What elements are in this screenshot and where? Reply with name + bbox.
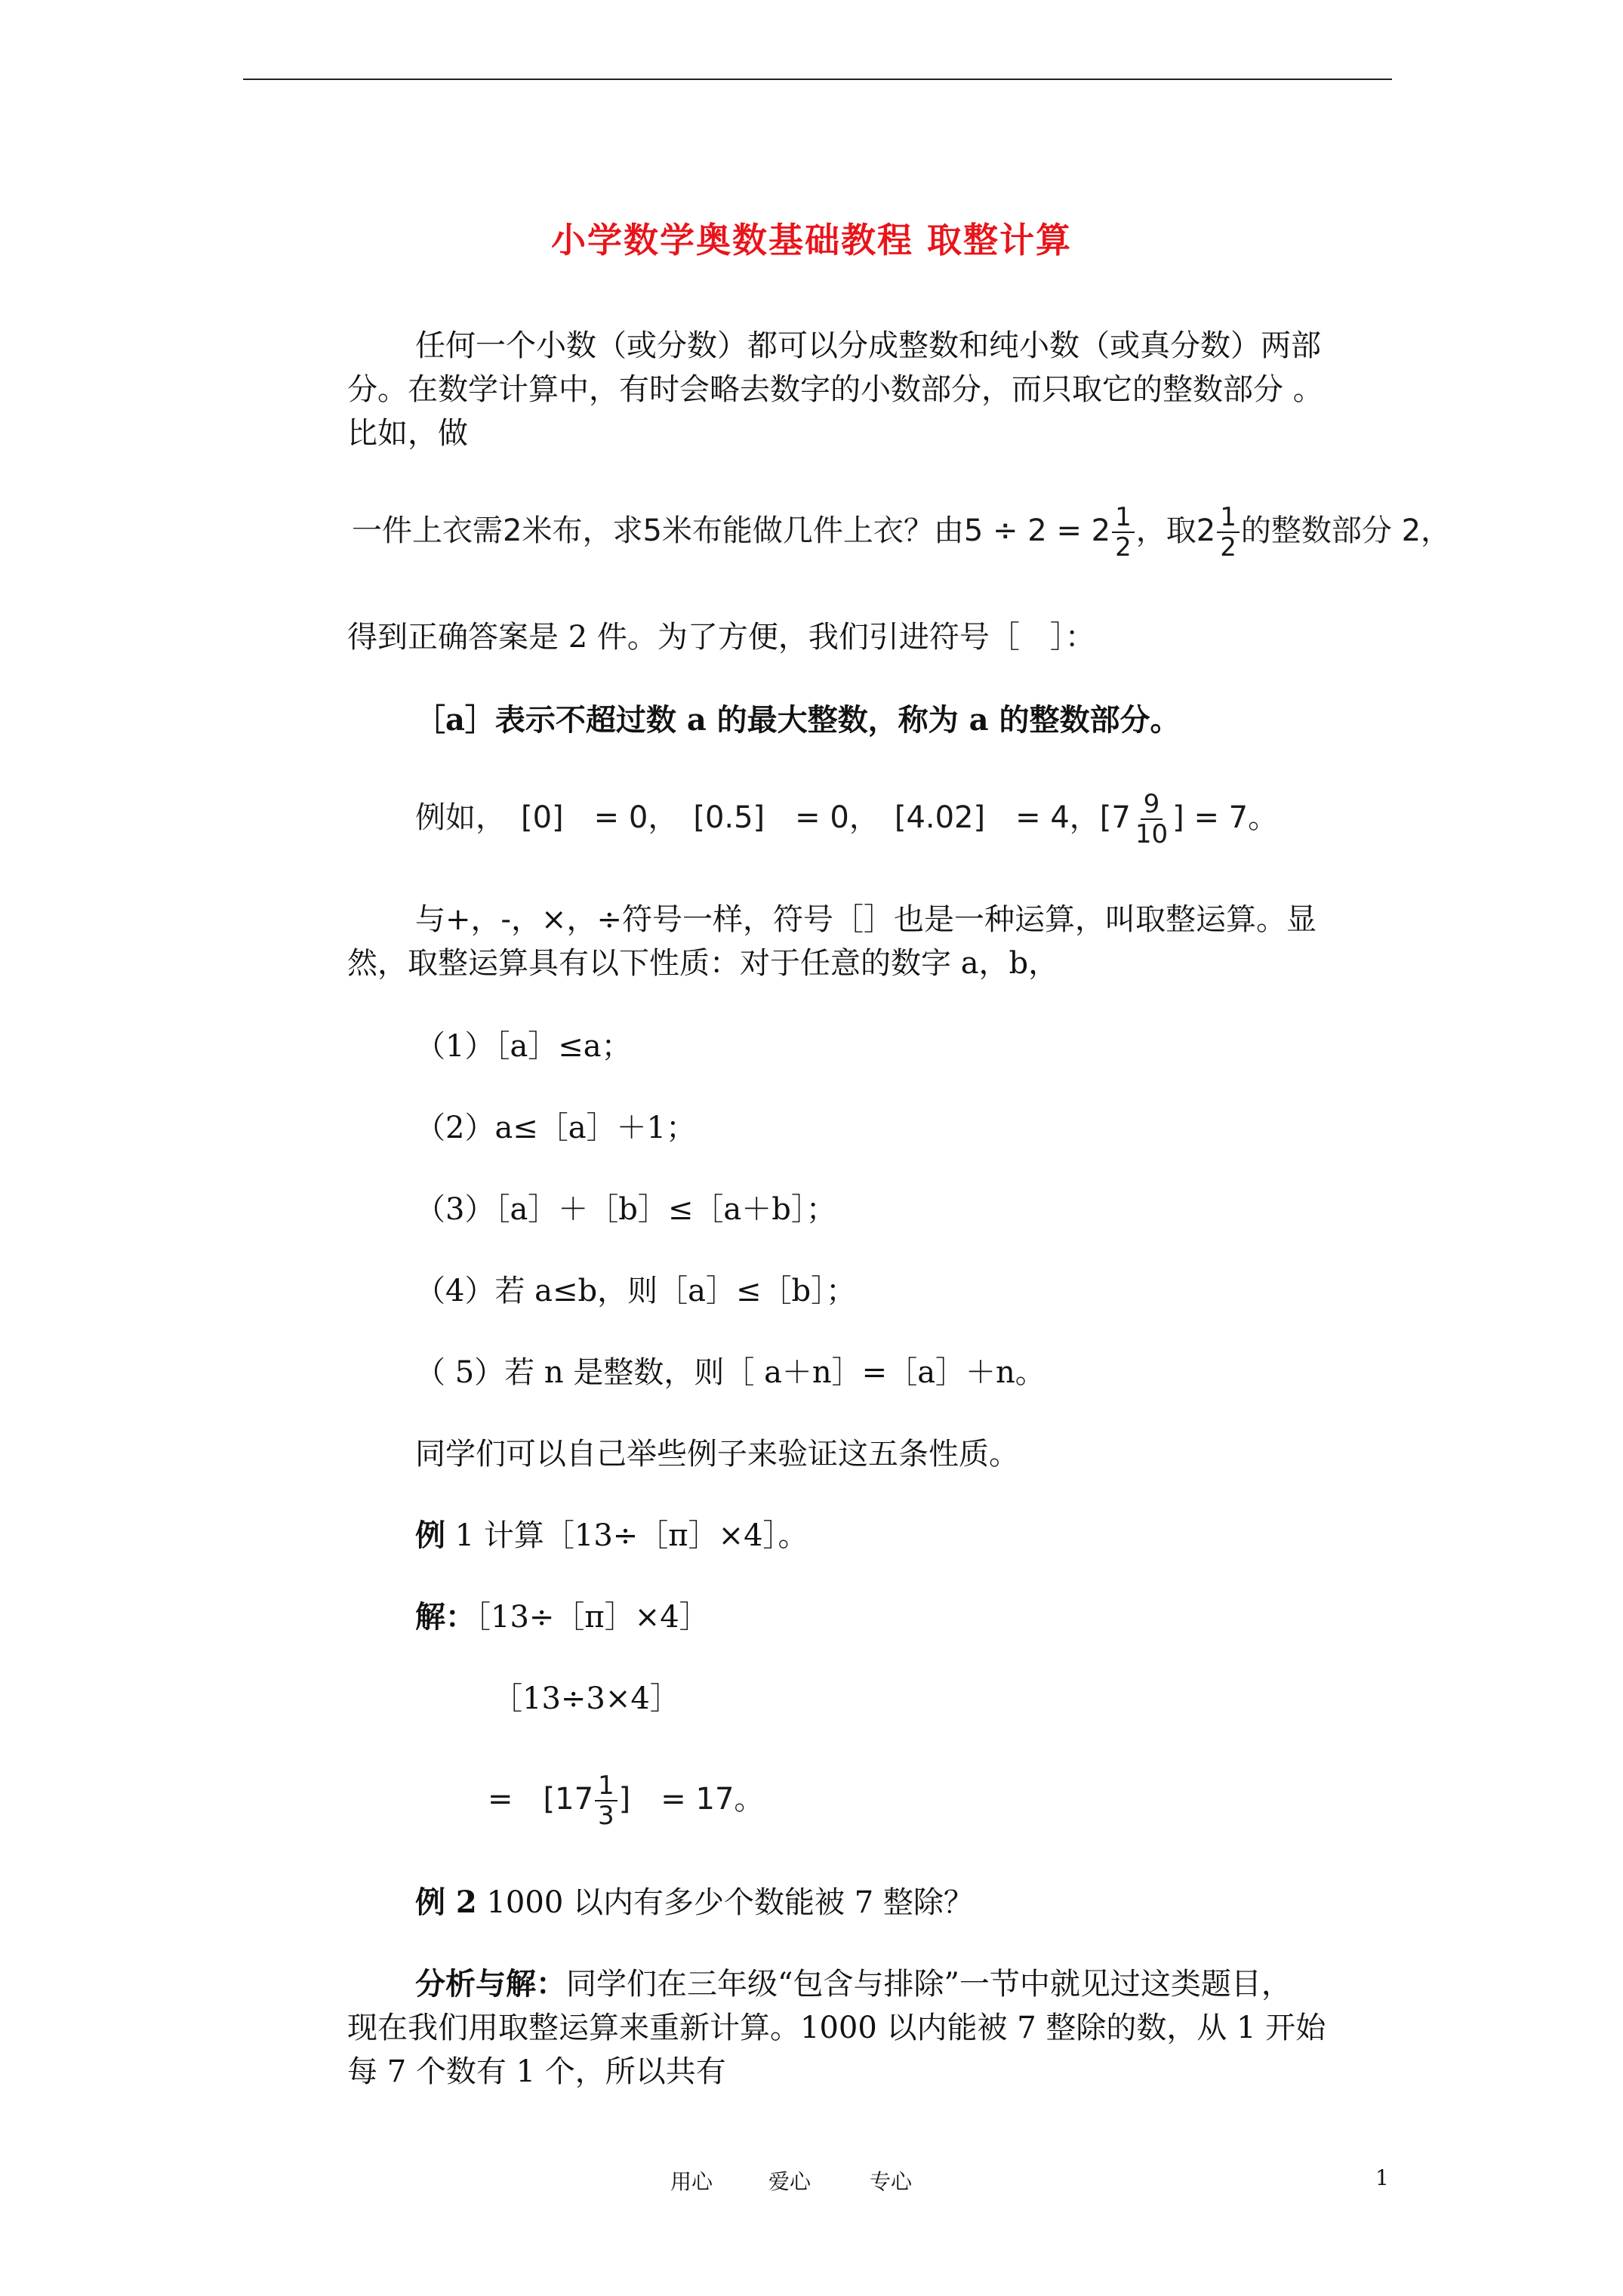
example-1-solution [415,1598,710,1637]
answer-line: 得到正确答案是 2 件。为了方便，我们引进符号［ ］： [347,620,1095,655]
intro-line-2: 分。在数学计算中，有时会略去数字的小数部分，而只取它的整数部分 。 [347,372,1323,407]
example-1-question [415,1516,808,1555]
properties-intro-line-1: 与+，-，×，÷符号一样，符号［］也是一种运算，叫取整运算。显 [415,902,1317,937]
fraction-numerator: 9 [1141,790,1163,820]
header-rule [243,79,1392,80]
page-number: 1 [1375,2165,1389,2190]
fraction-one-third [595,1771,617,1830]
fraction-numerator: 1 [595,1771,617,1801]
example-2-text: 1000 以内有多少个数能被 7 整除？ [476,1885,974,1920]
fraction-one-half-b [1217,503,1240,562]
property-4: （4）若 a≤b，则［a］≤［b］； [415,1274,857,1308]
fraction-numerator: 1 [1217,503,1240,533]
page-title: 小学数学奥数基础教程 取整计算 [550,220,1072,260]
property-1: （1）［a］≤a； [415,1029,632,1064]
intro-line-1: 任何一个小数（或分数）都可以分成整数和纯小数（或真分数）两部 [415,328,1321,363]
example-text-2: ，取2 [1135,513,1216,548]
fraction-denominator: 10 [1135,819,1169,849]
analysis-label: 分析与解： [415,1966,566,2002]
examples-text-1: 例如， [0] = 0， [0.5] = 0， [4.02] = 4，[7 [415,800,1131,835]
analysis-line-1 [415,1965,1292,2004]
footer-motto-1: 用心 [670,2169,713,2194]
definition-line: ［a］表示不超过数 a 的最大整数，称为 a 的整数部分。 [415,702,1181,738]
fraction-one-half-a [1112,503,1135,562]
examples-text-2: ] = 7。 [1172,800,1279,835]
analysis-line-2: 现在我们用取整运算来重新计算。1000 以内能被 7 整除的数，从 1 开始 [347,2011,1326,2045]
example-1-text: 1 计算［13÷［π］×4］。 [445,1518,808,1553]
footer-motto-2: 爱心 [768,2169,812,2194]
solution-step-2: ［13÷3×4］ [492,1681,680,1716]
intro-line-3: 比如，做 [347,416,468,451]
property-5: （ 5）若 n 是整数，则［ a＋n］=［a］＋n。 [415,1355,1046,1390]
verify-line: 同学们可以自己举些例子来验证这五条性质。 [415,1437,1019,1472]
solution-step-1: ［13÷［π］×4］ [476,1600,710,1635]
analysis-line-3: 每 7 个数有 1 个，所以共有 [347,2054,726,2089]
solution-label: 解： [415,1599,476,1635]
fraction-denominator: 2 [1220,532,1236,562]
example-text-1: 一件上衣需2米布，求5米布能做几件上衣？由5 ÷ 2 = 2 [352,513,1111,548]
example-text-3: 的整数部分 2， [1240,513,1452,548]
properties-intro-line-2: 然，取整运算具有以下性质：对于任意的数字 a，b， [347,946,1059,981]
solution-step-3 [488,1771,764,1830]
fraction-denominator: 3 [598,1801,614,1831]
fraction-nine-tenths [1132,790,1171,849]
analysis-text-1: 同学们在三年级“包含与排除”一节中就见过这类题目， [566,1967,1292,2002]
property-2: （2）a≤［a］＋1； [415,1111,697,1145]
property-3: （3）［a］＋［b］≤［a＋b］； [415,1192,836,1227]
example-2-question [415,1883,974,1922]
example-word-problem [352,503,1451,562]
footer-motto-3: 专心 [870,2169,913,2194]
step-3-text-2: ] = 17。 [618,1782,765,1817]
example-1-label: 例 [415,1518,445,1553]
fraction-denominator: 2 [1115,532,1132,562]
fraction-numerator: 1 [1112,503,1135,533]
bracket-examples [415,790,1278,849]
example-2-label: 例 2 [415,1885,477,1920]
step-3-text-1: = [17 [488,1782,594,1817]
